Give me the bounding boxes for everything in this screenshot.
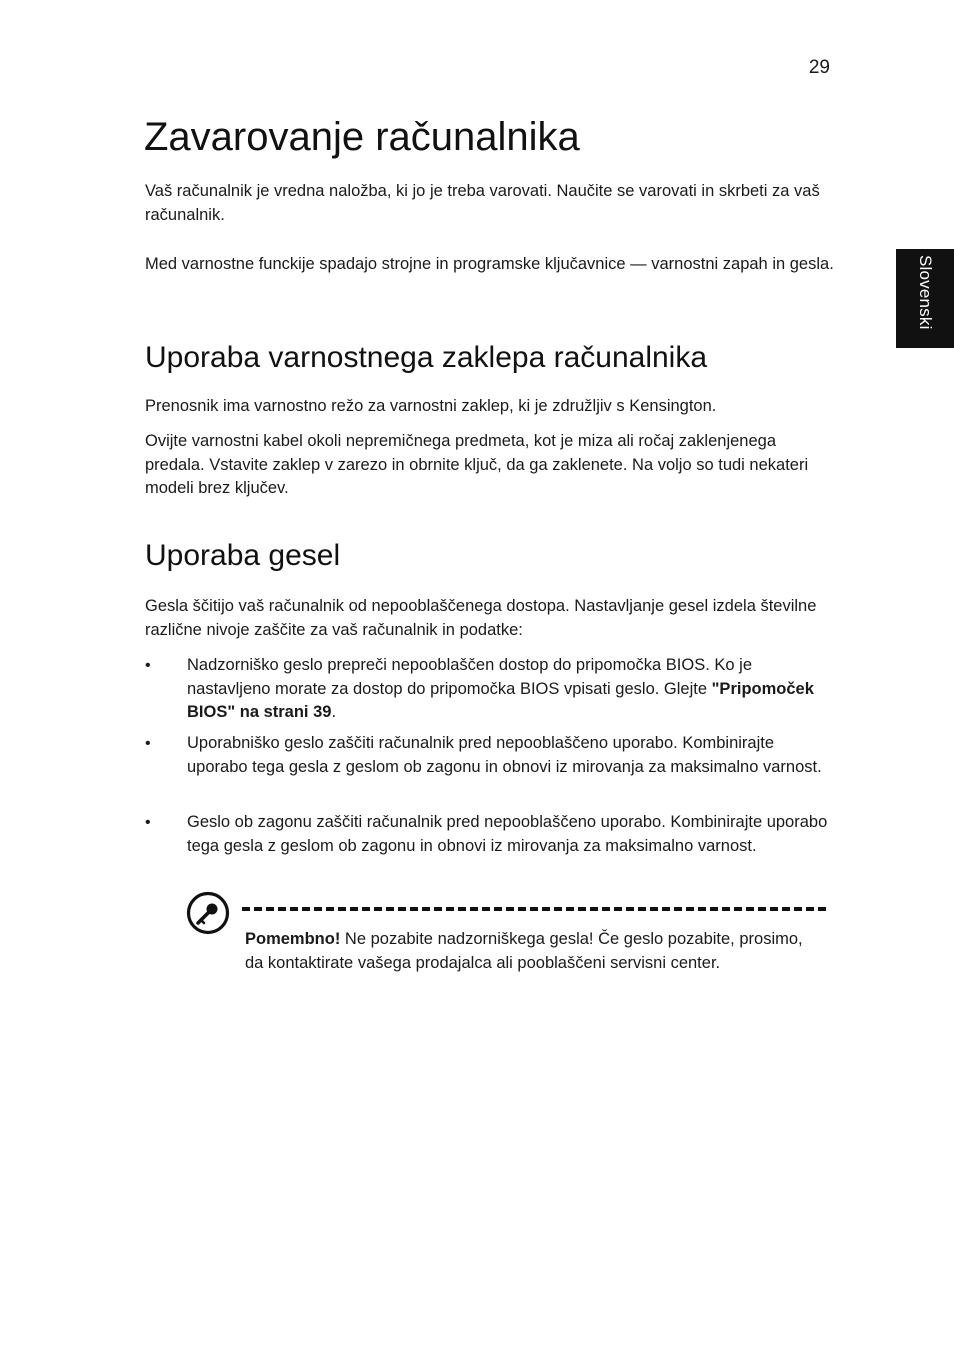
language-tab-label: Slovenski <box>916 255 935 330</box>
bios-reference-link[interactable]: "Pripomoček BIOS" na strani 39 <box>187 679 814 721</box>
lock-paragraph-2: Ovijte varnostni kabel okoli nepremičnega predmeta, kot je miza ali ročaj zaklenjenega predala. Vstavite zaklep v zarezo in obrnite ključ, da ga zaklenete. Na voljo so tudi nekateri modeli brez ključev. <box>145 432 809 497</box>
section-heading-passwords: Uporaba gesel <box>145 539 341 572</box>
intro-paragraph-1: Vaš računalnik je vredna naložba, ki jo je treba varovati. Naučite se varovati in skrbeti za vaš računalnik. <box>145 182 820 224</box>
lock-paragraph-1: Prenosnik ima varnostno režo za varnostni zaklep, ki je združljiv s Kensington. <box>145 397 717 415</box>
list-item-text-before: Nadzorniško geslo prepreči nepooblaščen dostop do pripomočka BIOS. Ko je nastavljeno morate za dostop do pripomočka BIOS vpisati geslo. Glejte <box>187 656 752 698</box>
bullet-marker: • <box>145 814 151 831</box>
note-divider <box>242 907 826 911</box>
note-body: Ne pozabite nadzorniškega gesla! Če geslo pozabite, prosimo, da kontaktirate vašega prodajalca ali pooblaščeni servisni center. <box>245 930 803 972</box>
important-key-icon <box>186 891 230 935</box>
passwords-intro: Gesla ščitijo vaš računalnik od nepooblaščenega dostopa. Nastavljanje gesel izdela številne različne nivoje zaščite za vaš računalnik in podatke: <box>145 597 817 639</box>
list-item-text-after: . <box>331 703 337 721</box>
section-heading-lock: Uporaba varnostnega zaklepa računalnika <box>145 341 708 374</box>
list-item-text: Uporabniško geslo zaščiti računalnik pred nepooblaščeno uporabo. Kombinirajte uporabo tega gesla z geslom ob zagonu in obnovi iz mirovanja za maksimalno varnost. <box>187 734 822 776</box>
important-note <box>245 928 825 975</box>
bullet-marker: • <box>145 735 151 752</box>
note-label: Pomembno! <box>245 930 341 948</box>
page-title: Zavarovanje računalnika <box>144 115 580 159</box>
intro-paragraph-2: Med varnostne funckije spadajo strojne in programske ključavnice — varnostni zapah in gesla. <box>145 255 834 273</box>
list-item-text: Geslo ob zagonu zaščiti računalnik pred nepooblaščeno uporabo. Kombinirajte uporabo tega gesla z geslom ob zagonu in obnovi iz mirovanja za maksimalno varnost. <box>187 813 828 855</box>
bullet-marker: • <box>145 657 151 674</box>
page-number: 29 <box>808 57 830 78</box>
language-tab <box>896 249 954 348</box>
list-item-text <box>187 654 837 725</box>
